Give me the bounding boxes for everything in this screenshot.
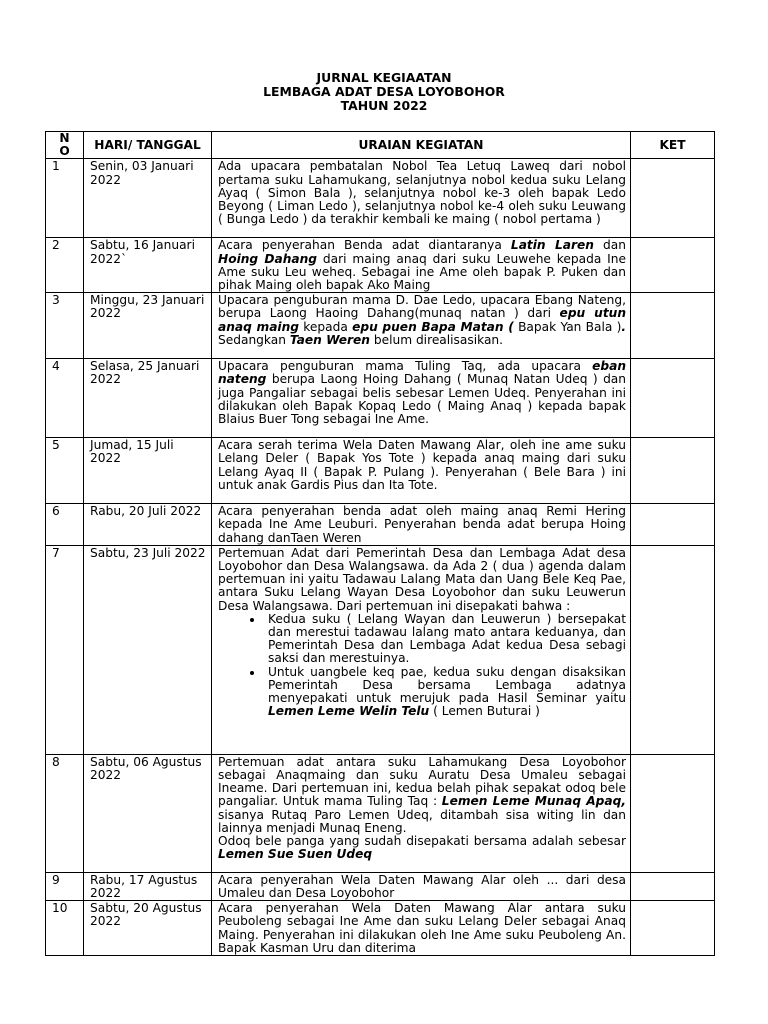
row-date: Selasa, 25 Januari 2022	[84, 359, 212, 438]
description-emphasis: Taen Weren	[289, 332, 370, 347]
row-ket	[631, 545, 715, 754]
row-no: 1	[46, 159, 84, 238]
description-emphasis: Lemen Sue Suen Udeq	[218, 847, 373, 862]
row-date: Rabu, 17 Agustus 2022	[84, 872, 212, 900]
description-text: Untuk uangbele keq pae, kedua suku dengan disaksikan Pemerintah Desa bersama Lembaga adatnya menyepakati untuk merujuk pada Hasil Seminar yaitu	[268, 664, 626, 706]
description-emphasis: .	[621, 319, 627, 334]
row-ket	[631, 901, 715, 956]
description-text: Acara penyerahan Benda adat diantaranya	[218, 238, 511, 253]
row-date: Minggu, 23 Januari 2022	[84, 293, 212, 359]
row-description: Acara serah terima Wela Daten Mawang Alar, oleh ine ame suku Lelang Deler ( Bapak Yos Tote ) kepada anaq maing dari suku Lelang Ayaq II ( Bapak P. Pulang ). Penyerahan ( Bele Bara ) ini untuk anak Gardis Pius dan Ita Tote.	[212, 438, 631, 504]
row-description	[212, 545, 631, 754]
row-ket	[631, 359, 715, 438]
row-date: Rabu, 20 Juli 2022	[84, 504, 212, 546]
row-date: Sabtu, 23 Juli 2022	[84, 545, 212, 754]
row-no: 9	[46, 872, 84, 900]
description-text: Odoq bele panga yang sudah disepakati bersama adalah sebesar	[218, 834, 626, 849]
row-no: 10	[46, 901, 84, 956]
row-description: Acara penyerahan Wela Daten Mawang Alar oleh ... dari desa Umaleu dan Desa Loyobohor	[212, 872, 631, 900]
description-emphasis: epu utun anaq maing	[218, 306, 627, 334]
row-description	[212, 238, 631, 293]
description-emphasis: Latin Laren	[510, 238, 594, 253]
title-line-1: JURNAL KEGIAATAN	[316, 70, 452, 85]
header-ket: KET	[631, 132, 715, 159]
row-ket	[631, 438, 715, 504]
table-row	[46, 293, 715, 359]
description-text: Sedangkan	[218, 332, 290, 347]
table-row	[46, 901, 715, 956]
header-date: HARI/ TANGGAL	[84, 132, 212, 159]
title-line-3: TAHUN 2022	[340, 98, 428, 113]
description-text: kepada	[299, 319, 353, 334]
row-ket	[631, 293, 715, 359]
table-row	[46, 359, 715, 438]
title-line-2: LEMBAGA ADAT DESA LOYOBOHOR	[263, 84, 505, 99]
row-no: 8	[46, 754, 84, 872]
table-header-row	[46, 132, 715, 159]
description-text: belum direalisasikan.	[369, 332, 504, 347]
description-emphasis: epu puen Bapa Matan (	[352, 319, 514, 334]
table-row	[46, 159, 715, 238]
agreement-list	[218, 613, 626, 719]
row-date: Sabtu, 20 Agustus 2022	[84, 901, 212, 956]
row-description: Acara penyerahan benda adat oleh maing anaq Remi Hering kepada Ine Ame Leuburi. Penyerahan benda adat berupa Hoing dahang danTaen Weren	[212, 504, 631, 546]
table-row	[46, 238, 715, 293]
description-emphasis: Lemen Leme Welin Telu	[268, 704, 430, 719]
row-description	[212, 359, 631, 438]
description-emphasis: eban nateng	[218, 359, 626, 387]
row-description: Acara penyerahan Wela Daten Mawang Alar antara suku Peuboleng sebagai Ine Ame dan suku Lelang Deler sebagai Anaq Maing. Penyerahan ini dilakukan oleh Ine Ame suku Peuboleng An. Bapak Kasman Uru dan diterima	[212, 901, 631, 956]
row-ket	[631, 504, 715, 546]
list-item	[264, 666, 626, 719]
description-paragraph	[218, 756, 626, 835]
row-description	[212, 293, 631, 359]
row-ket	[631, 159, 715, 238]
row-ket	[631, 238, 715, 293]
header-no: N O	[46, 132, 84, 159]
description-paragraph	[218, 835, 626, 861]
description-emphasis: Lemen Leme Munaq Apaq,	[441, 794, 626, 809]
row-date: Jumad, 15 Juli 2022	[84, 438, 212, 504]
row-date: Sabtu, 06 Agustus 2022	[84, 754, 212, 872]
description-emphasis: Hoing Dahang	[218, 251, 318, 266]
row-description: Ada upacara pembatalan Nobol Tea Letuq Laweq dari nobol pertama suku Lahamukang, selanjutnya nobol kedua suku Lelang Ayaq ( Simon Bala ), selanjutnya nobol ke-3 oleh bapak Ledo Beyong ( Liman Ledo ), selanjutnya nobol ke-4 oleh suku Leuwang ( Bunga Ledo ) da terakhir kembali ke maing ( nobol pertama )	[212, 159, 631, 238]
table-row	[46, 438, 715, 504]
description-text: berupa Laong Hoing Dahang ( Munaq Natan Udeq ) dan juga Pangaliar sebagai belis sebesar Lemen Udeq. Penyerahan ini dilakukan oleh Bapak Kopaq Ledo ( Maing Anaq ) kepada bapak Blaius Buer Tong sebagai Ine Ame.	[218, 372, 626, 427]
table-row	[46, 754, 715, 872]
table-row	[46, 545, 715, 754]
document-title	[0, 71, 768, 113]
table-row	[46, 872, 715, 900]
activity-journal-table	[45, 131, 715, 956]
description-text: Upacara penguburan mama Tuling Taq, ada upacara	[218, 359, 593, 374]
row-no: 5	[46, 438, 84, 504]
description-text: Upacara penguburan mama D. Dae Ledo, upacara Ebang Nateng, berupa Laong Haoing Dahang(munaq natan ) dari	[218, 293, 626, 321]
description-text: Pertemuan Adat dari Pemerintah Desa dan Lembaga Adat desa Loyobohor dan Desa Walangsawa. da Ada 2 ( dua ) agenda dalam pertemuan ini yaitu Tadawau Lalang Mata dan Uang Bele Keq Pae, antara Suku Lelang Wayan Desa Loyobohor dan suku Leuwerun Desa Walangsawa. Dari pertemuan ini disepakati bahwa :	[218, 545, 626, 613]
row-no: 2	[46, 238, 84, 293]
row-date: Sabtu, 16 Januari 2022`	[84, 238, 212, 293]
description-text: Bapak Yan Bala )	[513, 319, 622, 334]
row-description	[212, 754, 631, 872]
row-ket	[631, 754, 715, 872]
row-no: 6	[46, 504, 84, 546]
description-text: dan	[593, 238, 626, 253]
list-item: • Kedua suku ( Lelang Wayan dan Leuwerun ) bersepakat dan merestui tadawau lalang mato antara keduanya, dan Pemerintah Desa dan Lembaga Adat kedua Desa sebagi saksi dan merestuinya.	[264, 613, 626, 666]
row-no: 7	[46, 545, 84, 754]
row-date: Senin, 03 Januari 2022	[84, 159, 212, 238]
row-no: 4	[46, 359, 84, 438]
description-text: sisanya Rutaq Paro Lemen Udeq, ditambah sisa witing lin dan lainnya menjadi Munaq Eneng.	[218, 807, 626, 835]
row-ket	[631, 872, 715, 900]
row-no: 3	[46, 293, 84, 359]
table-row	[46, 504, 715, 546]
description-text: dari maing anaq dari suku Leuwehe kepada Ine Ame suku Leu weheq. Sebagai ine Ame oleh bapak P. Puken dan pihak Maing oleh bapak Ako Maing	[218, 251, 626, 293]
header-description: URAIAN KEGIATAN	[212, 132, 631, 159]
description-text: Pertemuan adat antara suku Lahamukang Desa Loyobohor sebagai Anaqmaing dan suku Auratu Desa Umaleu sebagai Ineame. Dari pertemuan ini, kedua belah pihak sepakat odoq bele pangaliar. Untuk mama Tuling Taq :	[218, 754, 626, 809]
description-text: ( Lemen Buturai )	[429, 704, 540, 719]
